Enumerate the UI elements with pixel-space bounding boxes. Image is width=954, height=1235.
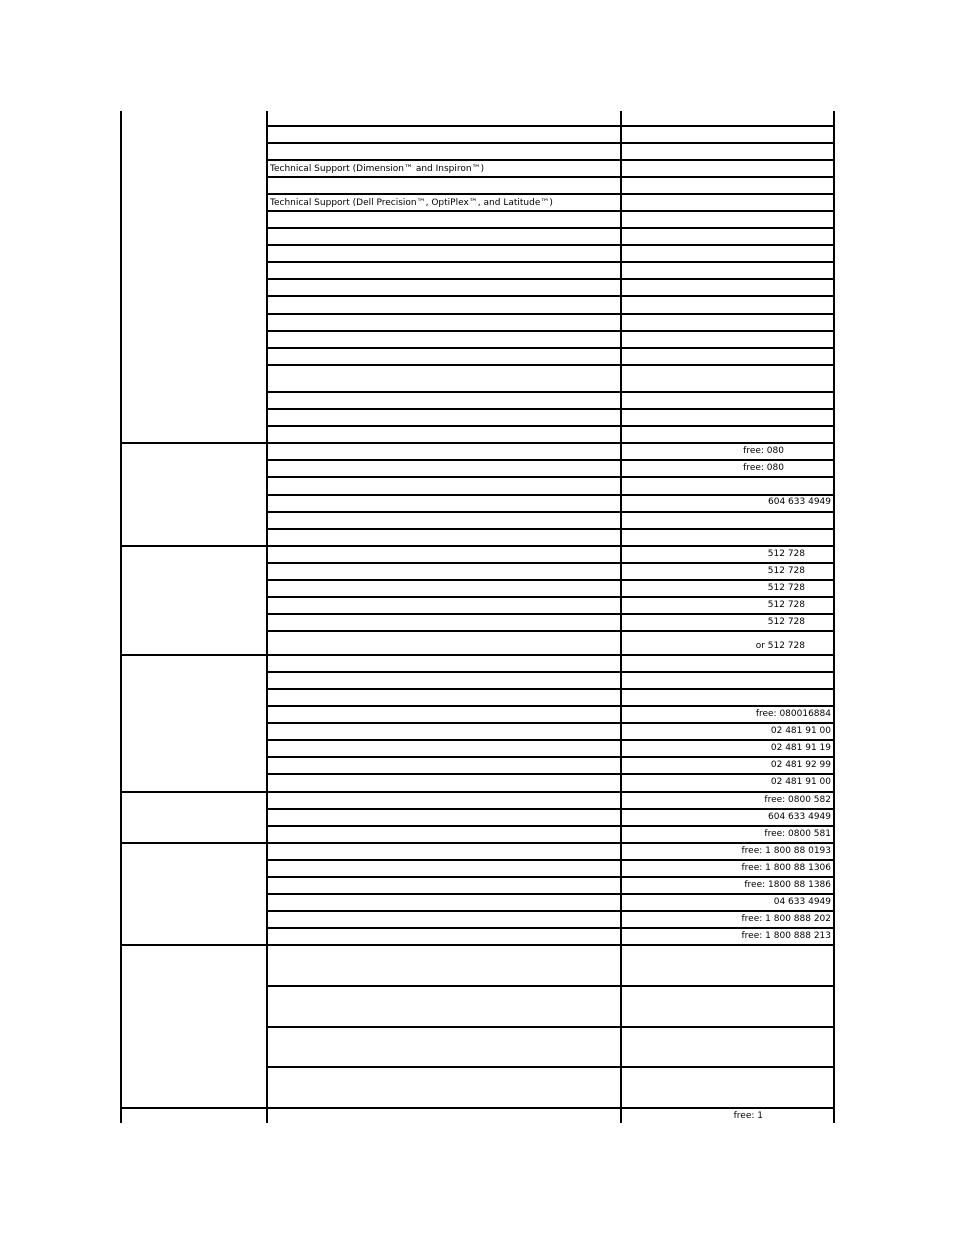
service-label: Technical Support (Dimension™ and Inspiron™) bbox=[270, 164, 485, 174]
country-separator bbox=[120, 654, 835, 656]
row-divider bbox=[267, 125, 834, 127]
row-divider bbox=[267, 476, 834, 478]
country-separator bbox=[120, 944, 835, 946]
phone-number: free: 1 bbox=[733, 1111, 763, 1121]
phone-number: free: 1 800 88 0193 bbox=[741, 846, 831, 856]
row-divider bbox=[267, 227, 834, 229]
row-divider bbox=[267, 756, 834, 758]
row-divider bbox=[267, 985, 834, 987]
country-separator bbox=[120, 791, 835, 793]
phone-number: free: 1 800 888 202 bbox=[741, 914, 831, 924]
row-divider bbox=[267, 876, 834, 878]
row-divider bbox=[267, 210, 834, 212]
row-divider bbox=[267, 773, 834, 775]
phone-number: 02 481 91 19 bbox=[770, 743, 831, 753]
phone-number: 512 728 bbox=[767, 549, 805, 559]
row-divider bbox=[267, 494, 834, 496]
row-divider bbox=[267, 671, 834, 673]
row-divider bbox=[267, 295, 834, 297]
phone-number: 02 481 91 00 bbox=[770, 777, 831, 787]
row-divider bbox=[267, 330, 834, 332]
service-label: Technical Support (Dell Precision™, OptiPlex™, and Latitude™) bbox=[270, 198, 553, 208]
country-separator bbox=[120, 842, 835, 844]
row-divider bbox=[267, 159, 834, 161]
row-divider bbox=[267, 364, 834, 366]
phone-number: free: 080016884 bbox=[755, 709, 831, 719]
row-divider bbox=[267, 910, 834, 912]
phone-number: or 512 728 bbox=[755, 641, 805, 651]
row-divider bbox=[267, 1066, 834, 1068]
row-divider bbox=[267, 893, 834, 895]
table-border-left bbox=[120, 111, 122, 1123]
row-divider bbox=[267, 808, 834, 810]
row-divider bbox=[267, 261, 834, 263]
phone-number: free: 080 bbox=[743, 463, 784, 473]
phone-number: free: 0800 581 bbox=[764, 829, 831, 839]
row-divider bbox=[267, 688, 834, 690]
row-divider bbox=[267, 613, 834, 615]
phone-number: 02 481 92 99 bbox=[770, 760, 831, 770]
phone-number: 512 728 bbox=[767, 600, 805, 610]
phone-number: free: 1 800 888 213 bbox=[741, 931, 831, 941]
phone-number: 02 481 91 00 bbox=[770, 726, 831, 736]
phone-number: free: 080 bbox=[743, 446, 784, 456]
phone-number: 512 728 bbox=[767, 583, 805, 593]
row-divider bbox=[267, 562, 834, 564]
row-divider bbox=[267, 579, 834, 581]
row-divider bbox=[267, 739, 834, 741]
row-divider bbox=[267, 278, 834, 280]
row-divider bbox=[267, 825, 834, 827]
phone-number: 512 728 bbox=[767, 566, 805, 576]
phone-number: 604 633 4949 bbox=[768, 812, 831, 822]
row-divider bbox=[267, 244, 834, 246]
phone-number: free: 0800 582 bbox=[764, 795, 831, 805]
row-divider bbox=[267, 142, 834, 144]
country-separator bbox=[120, 545, 835, 547]
phone-number: free: 1 800 88 1306 bbox=[741, 863, 831, 873]
row-divider bbox=[267, 193, 834, 195]
phone-number: 512 728 bbox=[767, 617, 805, 627]
row-divider bbox=[267, 511, 834, 513]
row-divider bbox=[267, 859, 834, 861]
row-divider bbox=[267, 1026, 834, 1028]
row-divider bbox=[267, 313, 834, 315]
row-divider bbox=[267, 408, 834, 410]
row-divider bbox=[267, 528, 834, 530]
phone-number: free: 1800 88 1386 bbox=[744, 880, 831, 890]
row-divider bbox=[267, 425, 834, 427]
row-divider bbox=[267, 459, 834, 461]
country-separator bbox=[120, 442, 835, 444]
row-divider bbox=[267, 927, 834, 929]
row-divider bbox=[267, 347, 834, 349]
row-divider bbox=[267, 596, 834, 598]
row-divider bbox=[267, 630, 834, 632]
country-separator bbox=[120, 1107, 835, 1109]
row-divider bbox=[267, 722, 834, 724]
row-divider bbox=[267, 705, 834, 707]
contact-numbers-table bbox=[120, 111, 835, 1123]
phone-number: 604 633 4949 bbox=[768, 497, 831, 507]
row-divider bbox=[267, 176, 834, 178]
row-divider bbox=[267, 391, 834, 393]
phone-number: 04 633 4949 bbox=[773, 897, 831, 907]
